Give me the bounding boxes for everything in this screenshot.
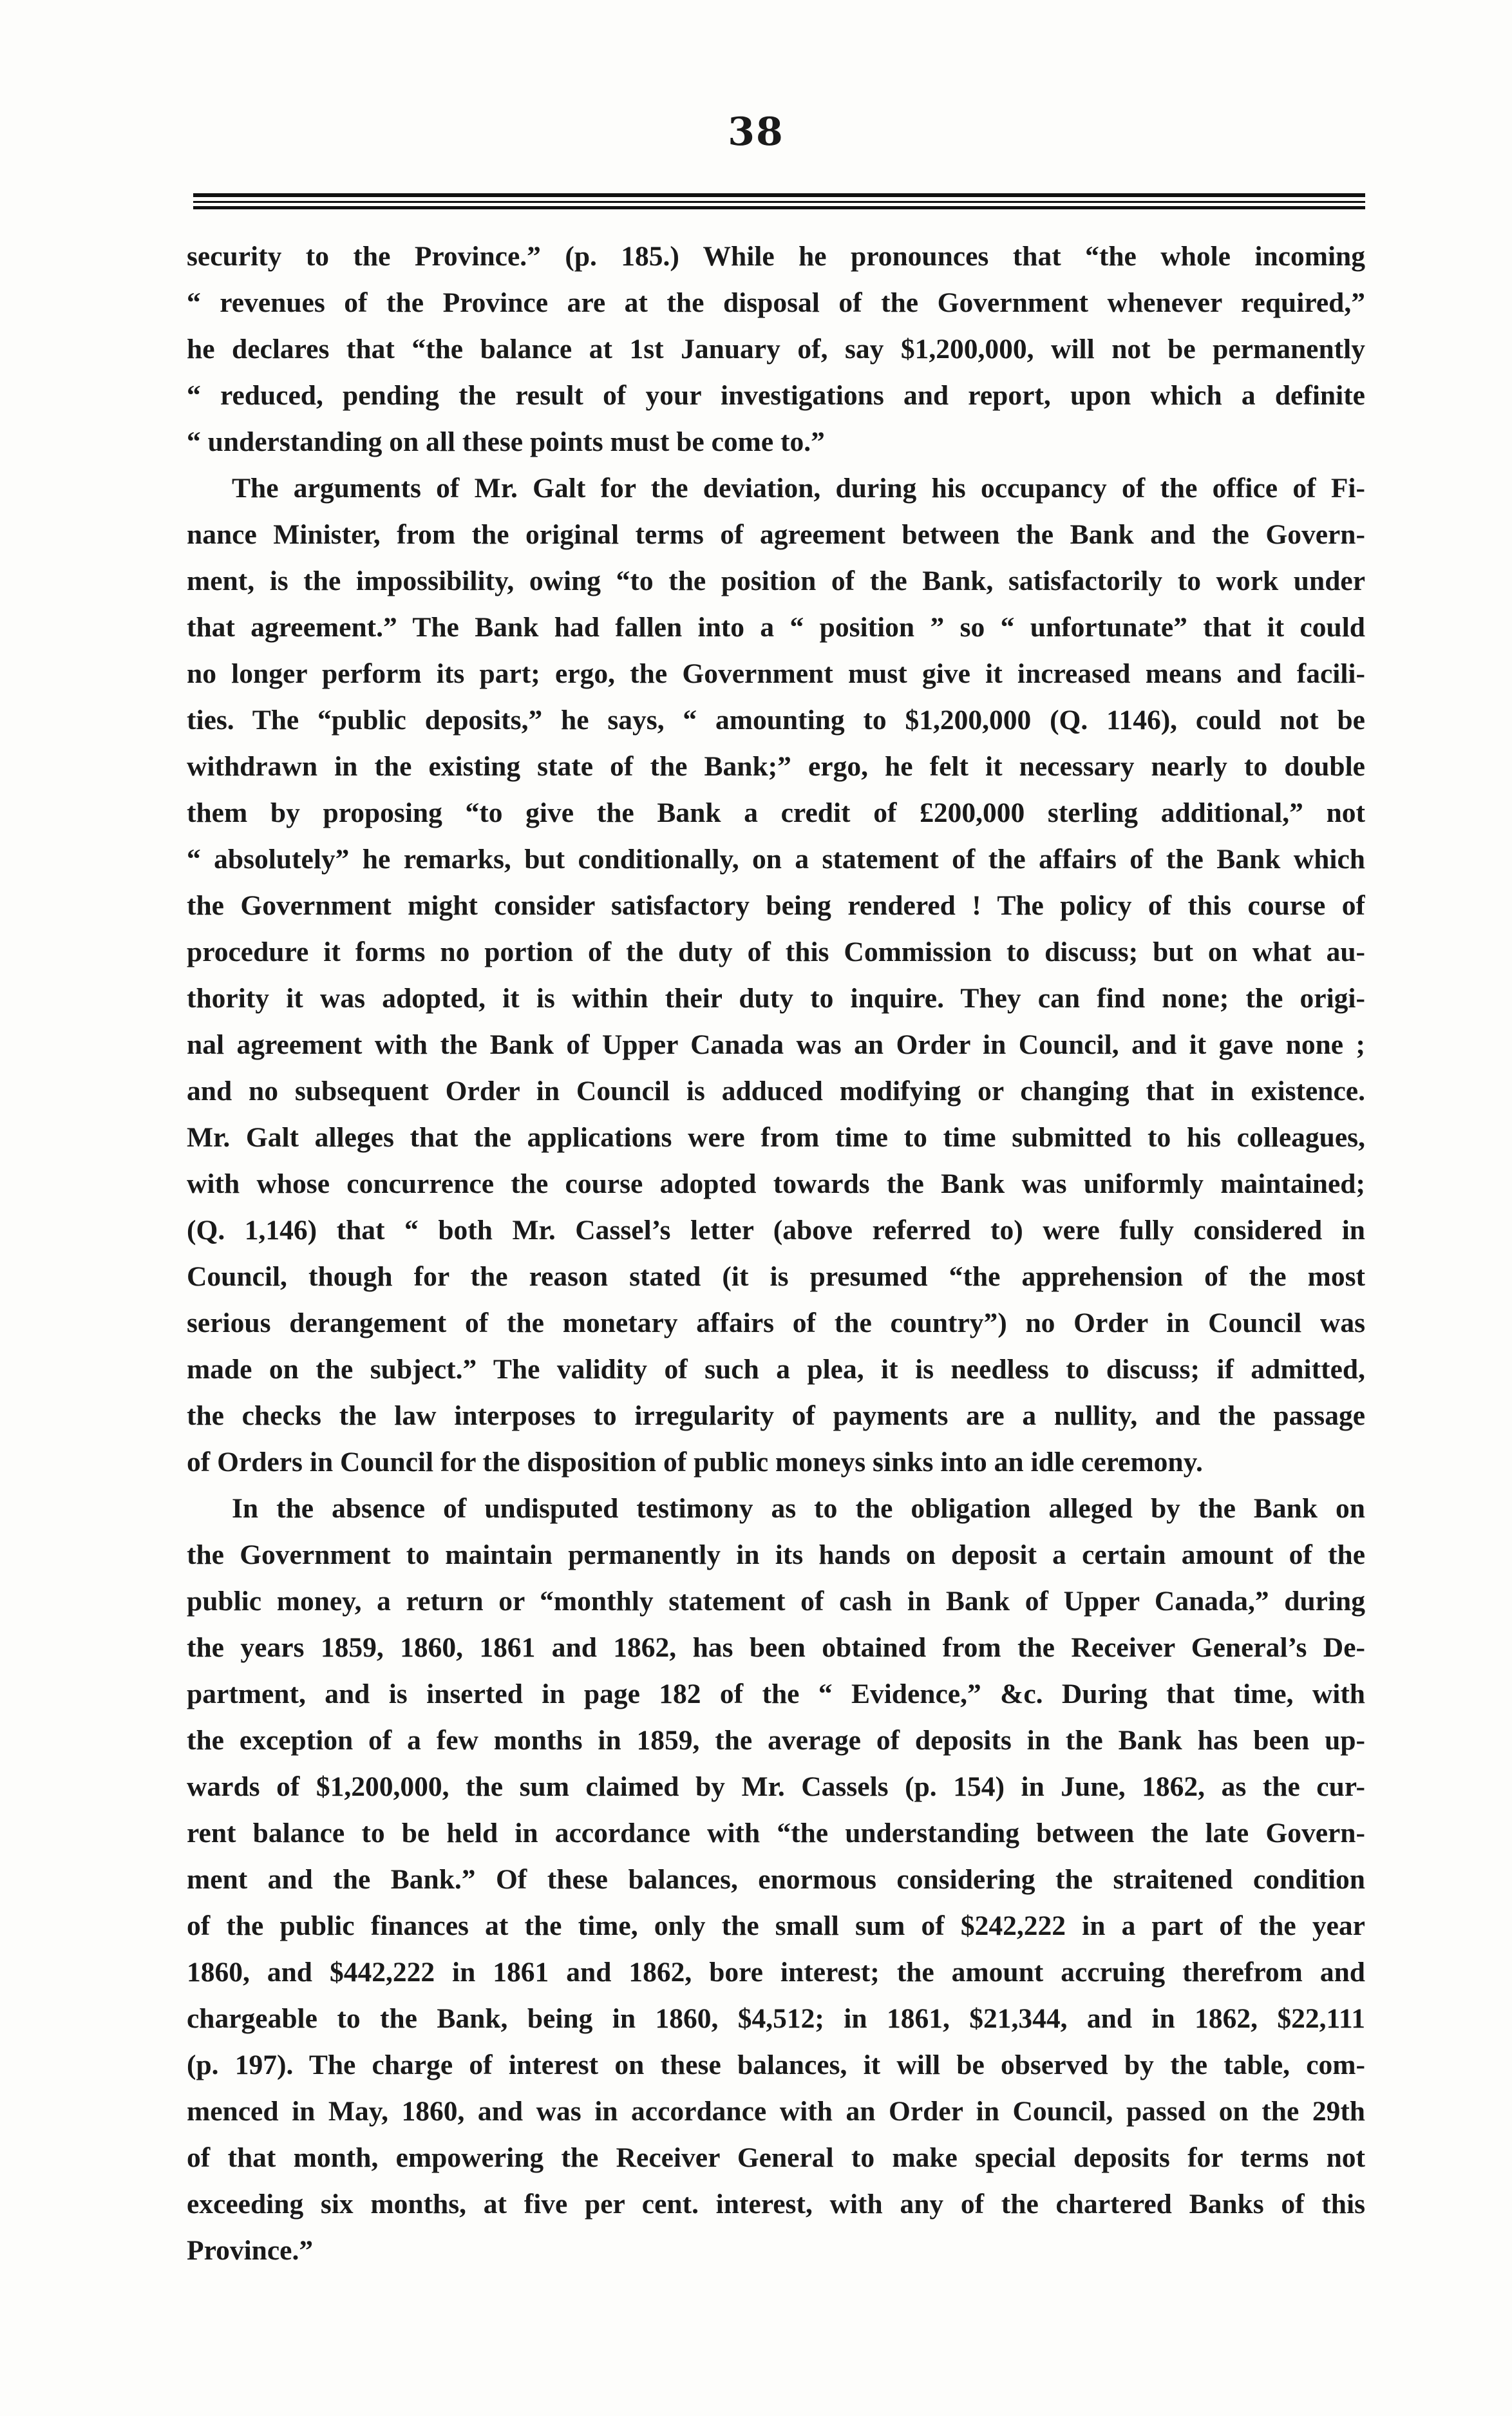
- text-line: “ absolutely” he remarks, but conditionally, on a statement of the affairs of the Bank which: [187, 844, 1365, 875]
- text-line: In the absence of undisputed testimony as to the obligation alleged by the Bank on: [232, 1493, 1365, 1524]
- text-line: the exception of a few months in 1859, the average of deposits in the Bank has been up-: [187, 1725, 1365, 1756]
- text-line: the years 1859, 1860, 1861 and 1862, has been obtained from the Receiver General’s De-: [187, 1632, 1365, 1663]
- text-line: made on the subject.” The validity of such a plea, it is needless to discuss; if admitted,: [187, 1354, 1365, 1385]
- text-line: ties. The “public deposits,” he says, “ amounting to $1,200,000 (Q. 1146), could not be: [187, 705, 1365, 736]
- header-rule-thick: [193, 193, 1365, 197]
- text-line: (p. 197). The charge of interest on these balances, it will be observed by the table, com-: [187, 2050, 1365, 2080]
- text-line: he declares that “the balance at 1st January of, say $1,200,000, will not be permanently: [187, 334, 1365, 365]
- text-line: that agreement.” The Bank had fallen into a “ position ” so “ unfortunate” that it could: [187, 612, 1365, 643]
- text-line: the Government might consider satisfactory being rendered ! The policy of this course of: [187, 890, 1365, 921]
- text-line: Province.”: [187, 2235, 314, 2266]
- text-line: The arguments of Mr. Galt for the deviation, during his occupancy of the office of Fi-: [232, 473, 1365, 504]
- text-line: thority it was adopted, it is within their duty to inquire. They can find none; the origi-: [187, 983, 1365, 1014]
- text-line: with whose concurrence the course adopted towards the Bank was uniformly maintained;: [187, 1168, 1365, 1199]
- text-line: no longer perform its part; ergo, the Government must give it increased means and facili-: [187, 658, 1365, 689]
- text-line: Mr. Galt alleges that the applications were from time to time submitted to his colleagues,: [187, 1122, 1365, 1153]
- text-line: chargeable to the Bank, being in 1860, $4,512; in 1861, $21,344, and in 1862, $22,111: [187, 2003, 1365, 2034]
- text-line: “ understanding on all these points must be come to.”: [187, 426, 825, 457]
- text-line: rent balance to be held in accordance with “the understanding between the late Govern-: [187, 1818, 1365, 1849]
- text-line: 1860, and $442,222 in 1861 and 1862, bore interest; the amount accruing therefrom and: [187, 1957, 1365, 1988]
- text-line: and no subsequent Order in Council is adduced modifying or changing that in existence.: [187, 1076, 1365, 1107]
- text-line: withdrawn in the existing state of the Bank;” ergo, he felt it necessary nearly to double: [187, 751, 1365, 782]
- text-line: exceeding six months, at five per cent. interest, with any of the chartered Banks of this: [187, 2189, 1365, 2220]
- text-line: public money, a return or “monthly statement of cash in Bank of Upper Canada,” during: [187, 1586, 1365, 1617]
- text-line: (Q. 1,146) that “ both Mr. Cassel’s letter (above referred to) were fully considered in: [187, 1215, 1365, 1246]
- text-line: of the public finances at the time, only the small sum of $242,222 in a part of the year: [187, 1910, 1365, 1941]
- text-line: them by proposing “to give the Bank a credit of £200,000 sterling additional,” not: [187, 797, 1365, 828]
- text-line: of Orders in Council for the disposition of public moneys sinks into an idle ceremony.: [187, 1447, 1203, 1478]
- text-line: the Government to maintain permanently in its hands on deposit a certain amount of the: [187, 1539, 1365, 1570]
- text-line: “ revenues of the Province are at the disposal of the Government whenever required,”: [187, 287, 1365, 318]
- text-line: wards of $1,200,000, the sum claimed by Mr. Cassels (p. 154) in June, 1862, as the cur-: [187, 1771, 1365, 1802]
- text-line: ment, is the impossibility, owing “to the position of the Bank, satisfactorily to work under: [187, 566, 1365, 596]
- header-rule-thin: [193, 201, 1365, 203]
- text-line: serious derangement of the monetary affairs of the country”) no Order in Council was: [187, 1308, 1365, 1338]
- body-text: [187, 233, 1365, 2274]
- text-line: menced in May, 1860, and was in accordance with an Order in Council, passed on the 29th: [187, 2096, 1365, 2127]
- header-rule-bottom: [193, 206, 1365, 209]
- text-line: the checks the law interposes to irregularity of payments are a nullity, and the passage: [187, 1400, 1365, 1431]
- text-line: Council, though for the reason stated (it is presumed “the apprehension of the most: [187, 1261, 1365, 1292]
- page-number: 38: [728, 109, 784, 155]
- text-line: partment, and is inserted in page 182 of the “ Evidence,” &c. During that time, with: [187, 1679, 1365, 1709]
- text-line: “ reduced, pending the result of your investigations and report, upon which a definite: [187, 380, 1365, 411]
- text-line: nance Minister, from the original terms of agreement between the Bank and the Govern-: [187, 519, 1365, 550]
- text-line: security to the Province.” (p. 185.) While he pronounces that “the whole incoming: [187, 241, 1365, 272]
- text-line: procedure it forms no portion of the duty of this Commission to discuss; but on what au-: [187, 937, 1365, 967]
- text-line: ment and the Bank.” Of these balances, enormous considering the straitened condition: [187, 1864, 1365, 1895]
- text-line: of that month, empowering the Receiver General to make special deposits for terms not: [187, 2142, 1365, 2173]
- text-line: nal agreement with the Bank of Upper Canada was an Order in Council, and it gave none ;: [187, 1029, 1365, 1060]
